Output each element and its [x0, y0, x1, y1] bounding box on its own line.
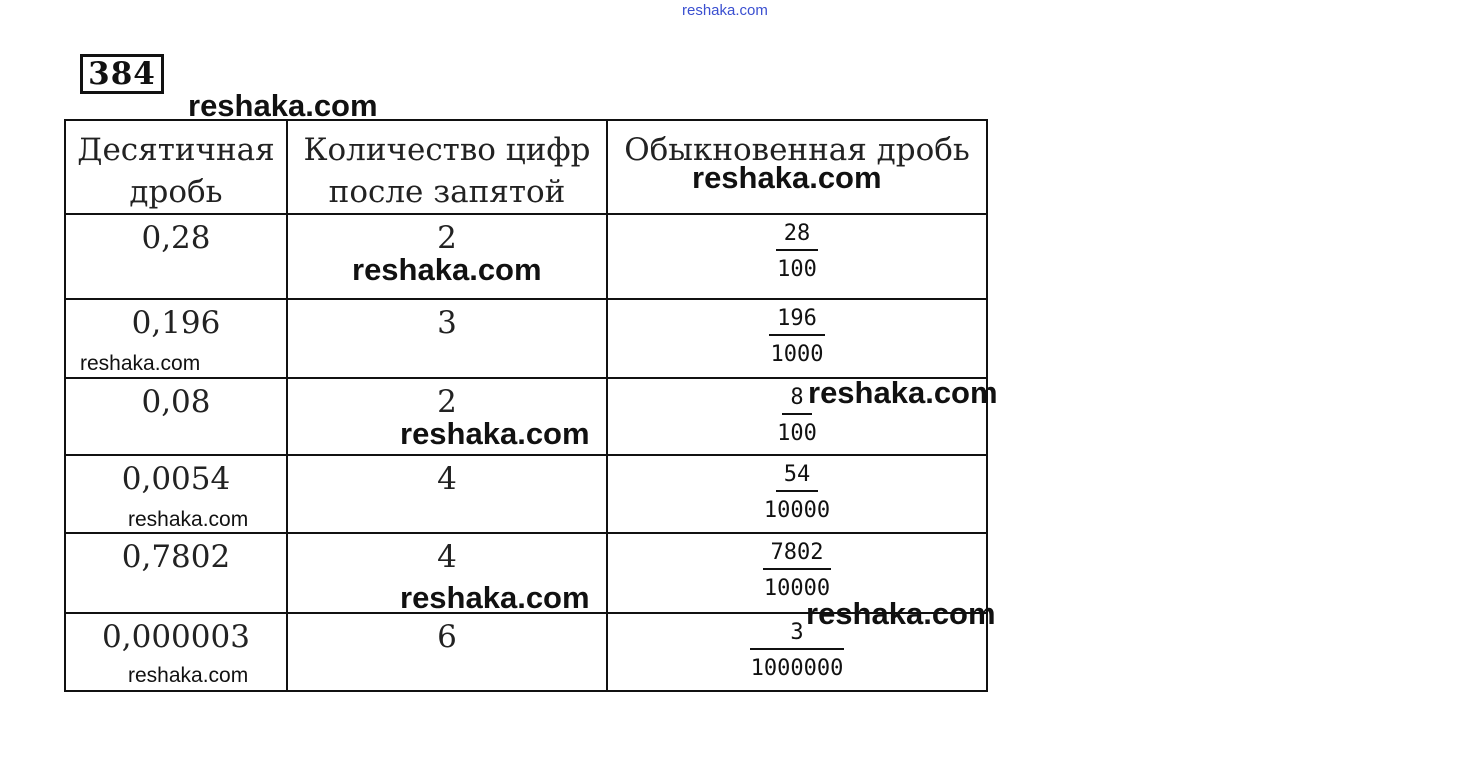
fraction	[763, 308, 832, 366]
digits-cell	[287, 455, 607, 533]
header-digit-count	[287, 120, 607, 214]
fraction	[769, 223, 825, 281]
watermark: reshaka.com	[80, 352, 201, 375]
watermark: reshaka.com	[188, 88, 378, 123]
decimal-value: 0,28	[141, 220, 211, 256]
fraction-numerator: 54	[776, 464, 819, 492]
fraction-denominator: 10000	[763, 576, 831, 601]
decimal-value: 0,08	[141, 384, 211, 420]
digits-value: 4	[437, 461, 457, 497]
fraction-numerator: 28	[776, 223, 819, 251]
header-common-fraction-line1: Обыкновенная дробь	[624, 132, 970, 168]
fraction-denominator: 100	[777, 257, 817, 282]
header-digit-count-line1: Количество цифр	[303, 132, 591, 168]
fraction-denominator: 100	[777, 421, 817, 446]
watermark: reshaka.com	[128, 508, 249, 531]
table-row	[65, 299, 987, 378]
fraction-denominator: 1000000	[750, 656, 844, 681]
digits-value: 2	[437, 384, 457, 420]
decimal-cell	[65, 378, 287, 455]
header-decimal	[65, 120, 287, 214]
watermark: reshaka.com	[352, 252, 542, 287]
fraction-numerator: 3	[750, 622, 843, 650]
digits-value: 3	[437, 305, 457, 341]
header-digit-count-line2: после запятой	[328, 174, 566, 210]
watermark: reshaka.com	[808, 375, 998, 410]
problem-number-box: 384	[80, 54, 164, 94]
digits-value: 2	[437, 220, 457, 256]
digits-value: 4	[437, 539, 457, 575]
fraction-numerator: 8	[782, 387, 811, 415]
digits-cell	[287, 299, 607, 378]
watermark: reshaka.com	[400, 580, 590, 615]
digits-cell	[287, 613, 607, 691]
fraction-cell	[607, 455, 987, 533]
watermark: reshaka.com	[400, 416, 590, 451]
watermark: reshaka.com	[692, 160, 882, 195]
digits-value: 6	[437, 619, 457, 655]
fraction-numerator: 7802	[763, 542, 832, 570]
decimal-cell	[65, 214, 287, 299]
header-decimal-line1: Десятичная	[77, 132, 275, 168]
top-watermark: reshaka.com	[682, 2, 768, 19]
watermark: reshaka.com	[128, 664, 249, 687]
decimal-value: 0,7802	[121, 539, 231, 575]
fraction-numerator: 196	[769, 308, 825, 336]
decimal-value: 0,196	[131, 305, 221, 341]
fraction	[756, 464, 838, 522]
header-decimal-line2: дробь	[129, 174, 223, 210]
decimal-value: 0,000003	[102, 619, 250, 655]
fraction	[756, 542, 838, 600]
watermark: reshaka.com	[806, 596, 996, 631]
decimal-value: 0,0054	[121, 461, 231, 497]
fraction-cell	[607, 299, 987, 378]
fraction-cell	[607, 214, 987, 299]
fraction-denominator: 10000	[763, 498, 831, 523]
decimal-cell	[65, 533, 287, 613]
fraction-denominator: 1000	[770, 342, 824, 367]
